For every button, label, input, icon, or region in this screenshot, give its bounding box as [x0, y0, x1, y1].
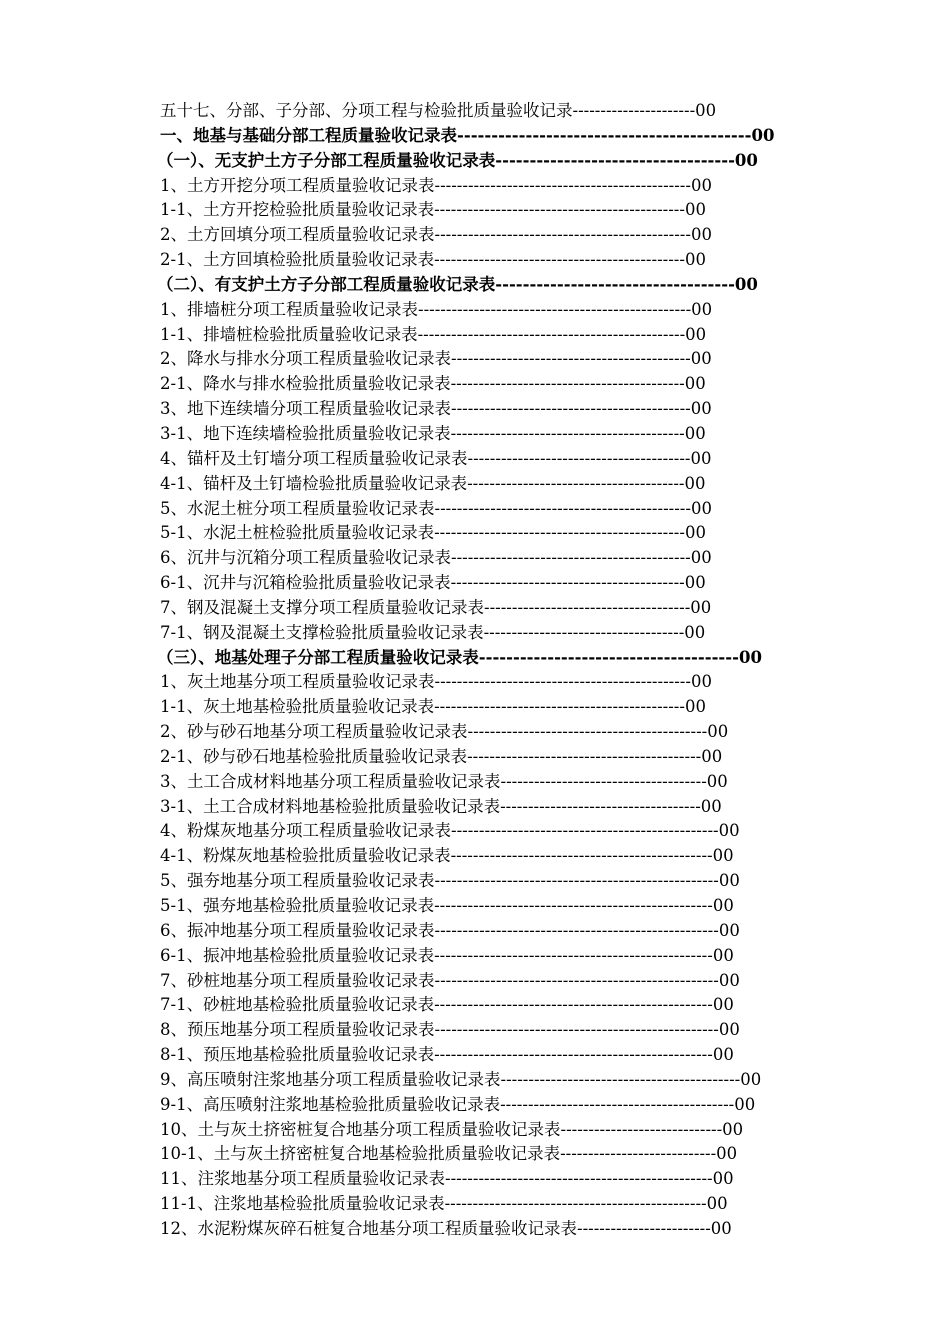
toc-entry[interactable]: 1、土方开挖分项工程质量验收记录表----------------------------------------------00 [160, 175, 712, 195]
toc-entry[interactable]: 9-1、高压喷射注浆地基检验批质量验收记录表------------------------------------------00 [160, 1094, 756, 1114]
toc-entry[interactable]: 5-1、水泥土桩检验批质量验收记录表---------------------------------------------00 [160, 523, 706, 543]
toc-entry[interactable]: 5、强夯地基分项工程质量验收记录表---------------------------------------------------00 [160, 871, 740, 891]
toc-entry[interactable]: 3、地下连续墙分项工程质量验收记录表-------------------------------------------00 [160, 399, 712, 419]
toc-entry[interactable]: 4-1、锚杆及土钉墙检验批质量验收记录表---------------------------------------00 [160, 473, 706, 493]
toc-entry[interactable]: 4-1、粉煤灰地基检验批质量验收记录表-----------------------------------------------00 [160, 846, 734, 866]
toc-entry[interactable]: 4、锚杆及土钉墙分项工程质量验收记录表----------------------------------------00 [160, 448, 712, 468]
toc-entry[interactable]: 1、灰土地基分项工程质量验收记录表----------------------------------------------00 [160, 672, 712, 692]
toc-entry[interactable]: 7-1、砂桩地基检验批质量验收记录表--------------------------------------------------00 [160, 995, 734, 1015]
toc-entry[interactable]: 3-1、地下连续墙检验批质量验收记录表------------------------------------------00 [160, 423, 706, 443]
toc-entry[interactable]: 8-1、预压地基检验批质量验收记录表--------------------------------------------------00 [160, 1045, 734, 1065]
toc-entry[interactable]: 10-1、土与灰土挤密桩复合地基检验批质量验收记录表----------------------------00 [160, 1144, 738, 1164]
toc-entry[interactable]: 1、排墙桩分项工程质量验收记录表-------------------------------------------------00 [160, 299, 713, 319]
toc-entry[interactable]: 4、粉煤灰地基分项工程质量验收记录表------------------------------------------------00 [160, 821, 740, 841]
toc-entry[interactable]: 1-1、排墙桩检验批质量验收记录表------------------------------------------------00 [160, 324, 707, 344]
toc-entry[interactable]: 1-1、土方开挖检验批质量验收记录表---------------------------------------------00 [160, 200, 706, 220]
table-of-contents [157, 99, 820, 1242]
toc-entry[interactable]: 12、水泥粉煤灰碎石桩复合地基分项工程质量验收记录表------------------------00 [160, 1218, 732, 1238]
toc-entry[interactable]: 3、土工合成材料地基分项工程质量验收记录表-------------------------------------00 [160, 771, 728, 791]
toc-entry[interactable]: 11、注浆地基分项工程质量验收记录表------------------------------------------------00 [160, 1169, 734, 1189]
toc-entry[interactable]: 五十七、分部、子分部、分项工程与检验批质量验收记录----------------------00 [160, 101, 717, 120]
toc-entry[interactable]: 10、土与灰土挤密桩复合地基分项工程质量验收记录表-----------------------------00 [160, 1119, 744, 1139]
toc-entry[interactable]: 9、高压喷射注浆地基分项工程质量验收记录表-------------------------------------------00 [160, 1069, 762, 1089]
toc-entry[interactable]: 1-1、灰土地基检验批质量验收记录表---------------------------------------------00 [160, 697, 706, 717]
toc-entry[interactable]: 7-1、钢及混凝土支撑检验批质量验收记录表------------------------------------00 [160, 622, 706, 642]
toc-heading[interactable]: （三）、地基处理子分部工程质量验收记录表--------------------------------------00 [157, 647, 762, 667]
toc-entry[interactable]: 2、砂与砂石地基分项工程质量验收记录表-------------------------------------------00 [160, 722, 729, 742]
toc-heading[interactable]: 一、地基与基础分部工程质量验收记录表-------------------------------------------00 [160, 125, 775, 145]
toc-entry[interactable]: 2-1、砂与砂石地基检验批质量验收记录表------------------------------------------00 [160, 746, 723, 766]
toc-entry[interactable]: 2、土方回填分项工程质量验收记录表----------------------------------------------00 [160, 225, 712, 245]
toc-entry[interactable]: 3-1、土工合成材料地基检验批质量验收记录表------------------------------------00 [160, 796, 722, 816]
toc-entry[interactable]: 6、振冲地基分项工程质量验收记录表---------------------------------------------------00 [160, 920, 740, 940]
toc-entry[interactable]: 8、预压地基分项工程质量验收记录表---------------------------------------------------00 [160, 1020, 740, 1040]
toc-entry[interactable]: 6-1、振冲地基检验批质量验收记录表--------------------------------------------------00 [160, 945, 734, 965]
toc-entry[interactable]: 2-1、降水与排水检验批质量验收记录表------------------------------------------00 [160, 374, 706, 394]
toc-entry[interactable]: 7、钢及混凝土支撑分项工程质量验收记录表-------------------------------------00 [160, 597, 712, 617]
toc-entry[interactable]: 11-1、注浆地基检验批质量验收记录表-----------------------------------------------00 [160, 1194, 728, 1214]
toc-entry[interactable]: 5-1、强夯地基检验批质量验收记录表--------------------------------------------------00 [160, 896, 734, 915]
toc-heading[interactable]: （二）、有支护土方子分部工程质量验收记录表-----------------------------------00 [157, 274, 758, 294]
toc-entry[interactable]: 5、水泥土桩分项工程质量验收记录表----------------------------------------------00 [160, 498, 712, 518]
toc-entry[interactable]: 2、降水与排水分项工程质量验收记录表-------------------------------------------00 [160, 349, 712, 369]
toc-entry[interactable]: 6-1、沉井与沉箱检验批质量验收记录表------------------------------------------00 [160, 573, 706, 593]
toc-entry[interactable]: 6、沉井与沉箱分项工程质量验收记录表-------------------------------------------00 [160, 548, 712, 568]
toc-entry[interactable]: 2-1、土方回填检验批质量验收记录表---------------------------------------------00 [160, 250, 706, 270]
toc-entry[interactable]: 7、砂桩地基分项工程质量验收记录表---------------------------------------------------00 [160, 970, 740, 990]
toc-heading[interactable]: （一）、无支护土方子分部工程质量验收记录表-----------------------------------00 [157, 150, 758, 170]
